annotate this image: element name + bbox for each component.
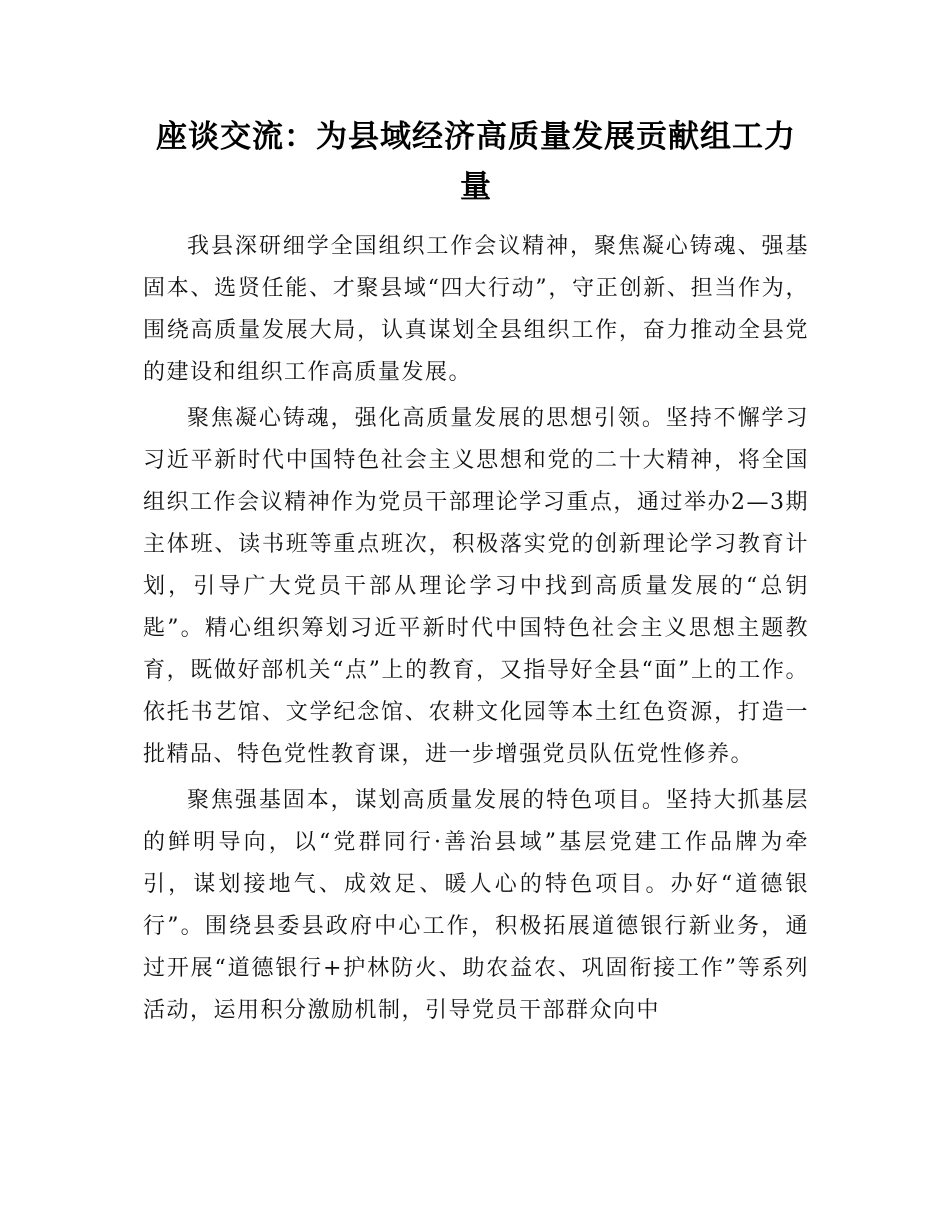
paragraph-grassroots: 聚焦强基固本，谋划高质量发展的特色项目。坚持大抓基层的鲜明导向，以“党群同行·善治县域”基层党建工作品牌为牵引，谋划接地气、成效足、暖人心的特色项目。办好“道德银行”。围绕县委县政府中心工作，积极拓展道德银行新业务，通过开展“道德银行+护林防火、助农益农、巩固衔接工作”等系列活动，运用积分激励机制，引导党员干部群众向中 (143, 788, 809, 1023)
paragraph-ideology: 聚焦凝心铸魂，强化高质量发展的思想引领。坚持不懈学习习近平新时代中国特色社会主义思想和党的二十大精神，将全国组织工作会议精神作为党员干部理论学习重点，通过举办2—3期主体班、读书班等重点班次，积极落实党的创新理论学习教育计划，引导广大党员干部从理论学习中找到高质量发展的“总钥匙”。精心组织筹划习近平新时代中国特色社会主义思想主题教育，既做好部机关“点”上的教育，又指导好全县“面”上的工作。依托书艺馆、文学纪念馆、农耕文化园等本土红色资源，打造一批精品、特色党性教育课，进一步增强党员队伍党性修养。 (143, 406, 809, 767)
document-title: 座谈交流：为县域经济高质量发展贡献组工力量 (156, 119, 796, 205)
paragraph-intro: 我县深研细学全国组织工作会议精神，聚焦凝心铸魂、强基固本、选贤任能、才聚县域“四大行动”，守正创新、担当作为，围绕高质量发展大局，认真谋划全县组织工作，奋力推动全县党的建设和组织工作高质量发展。 (143, 234, 809, 385)
document-body (143, 112, 809, 1034)
